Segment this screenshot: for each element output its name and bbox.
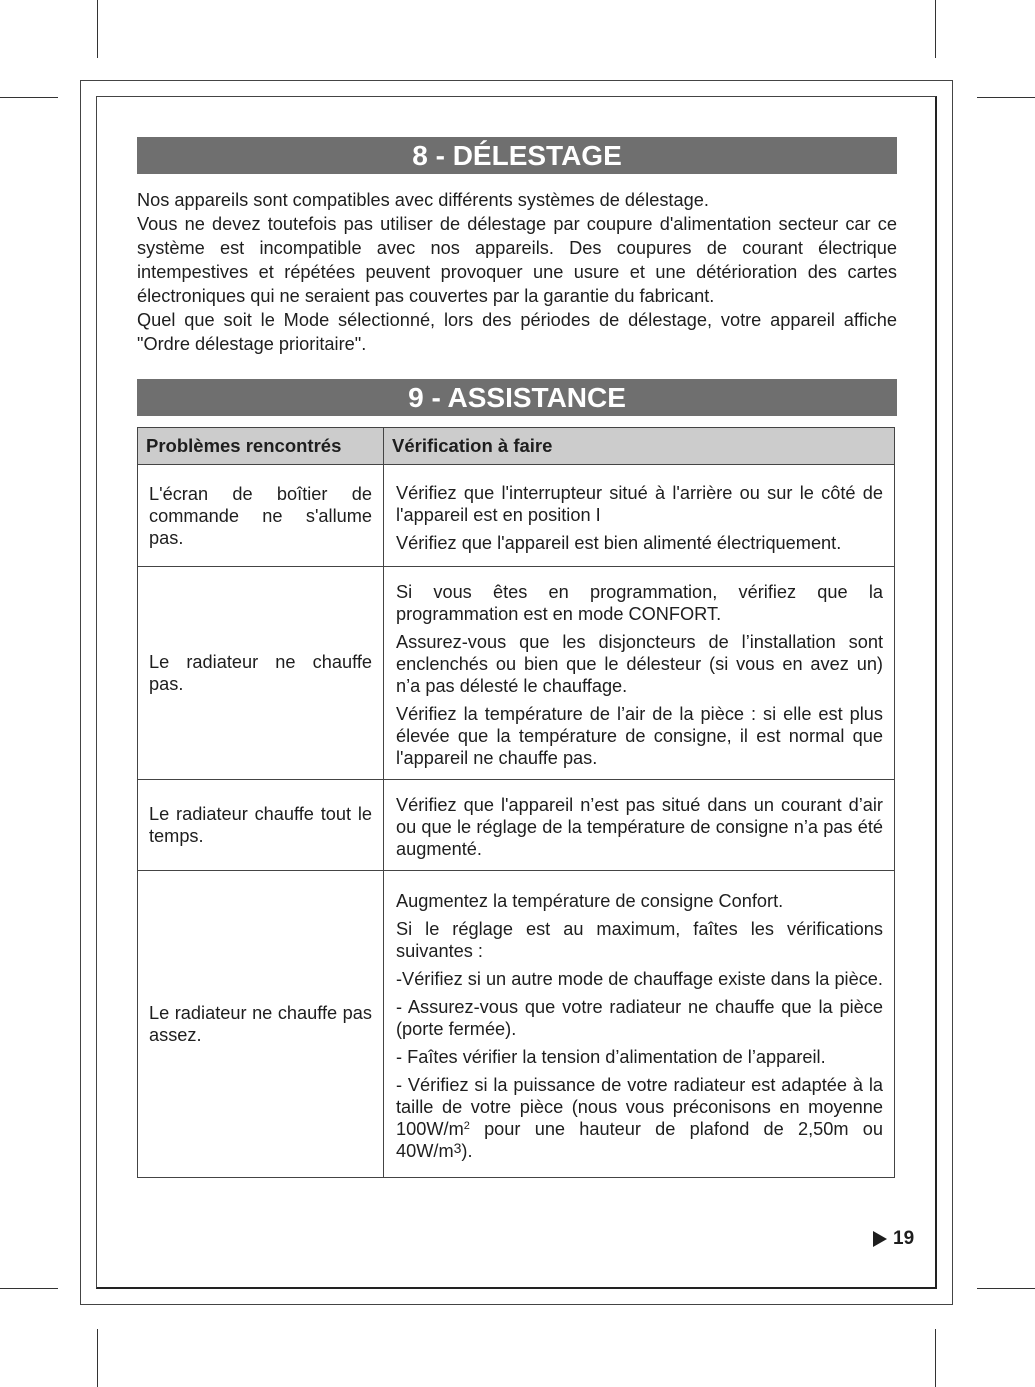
check-item: Si vous êtes en programmation, vérifiez que la programmation est en mode CONFORT. <box>396 582 883 624</box>
section-8-title: 8 - DÉLESTAGE <box>137 137 897 174</box>
check-text: - Vérifiez si la puissance de votre radiateur est adaptée à la taille de votre pièce (nous vous préconisons en moyenne 100W/m <box>396 1075 883 1139</box>
check-item: Vérifiez que l'appareil n’est pas situé dans un courant d’air ou que le réglage de la température de consigne n’a pas été augmenté. <box>396 795 883 859</box>
check-item: Augmentez la température de consigne Confort. <box>396 891 784 911</box>
problem-cell: Le radiateur ne chauffe pas. <box>138 567 384 780</box>
check-item: Vérifiez que l'interrupteur situé à l'arrière ou sur le côté de l'appareil est en position I <box>396 482 883 525</box>
check-item: Si le réglage est au maximum, faîtes les vérifications suivantes : <box>396 919 883 961</box>
intro-paragraph: Quel que soit le Mode sélectionné, lors des périodes de délestage, votre appareil affiche "Ordre délestage prioritaire". <box>137 310 897 354</box>
checks-cell <box>384 465 895 567</box>
checks-cell <box>384 567 895 780</box>
section-8-body <box>137 188 897 356</box>
superscript: 2 <box>463 1120 470 1132</box>
intro-paragraph: Nos appareils sont compatibles avec différents systèmes de délestage. <box>137 190 709 210</box>
crop-mark <box>977 97 1035 98</box>
check-item: -Vérifiez si un autre mode de chauffage existe dans la pièce. <box>396 969 883 989</box>
crop-mark <box>935 1329 936 1387</box>
check-item: Assurez-vous que les disjoncteurs de l’installation sont enclenchés ou bien que le délesteur (si vous en avez un) n’a pas délesté le chauffage. <box>396 632 883 696</box>
header-check: Vérification à faire <box>384 428 895 465</box>
page-number: 19 <box>893 1228 915 1249</box>
check-item: Vérifiez la température de l’air de la pièce : si elle est plus élevée que la température de consigne, il est normal que l'appareil ne chauffe pas. <box>396 704 883 768</box>
table-row <box>138 567 895 780</box>
header-problem: Problèmes rencontrés <box>138 428 384 465</box>
page-footer <box>873 1228 914 1250</box>
check-item <box>396 1074 883 1162</box>
crop-mark <box>935 0 936 58</box>
table-header-row <box>138 428 895 465</box>
check-item: Vérifiez que l'appareil est bien alimenté électriquement. <box>396 532 842 553</box>
crop-mark <box>0 97 58 98</box>
check-text: pour une hauteur de plafond de 2,50m ou 40W/m <box>396 1119 883 1161</box>
crop-mark <box>977 1288 1035 1289</box>
crop-mark <box>97 1329 98 1387</box>
superscript: 3 <box>453 1140 462 1156</box>
intro-paragraph: Vous ne devez toutefois pas utiliser de délestage par coupure d'alimentation secteur car ce système est incompatible avec nos appareils. Des coupures de courant électrique intempestives et répétées peuvent provoquer une usure et une détérioration des cartes électroniques qui ne seraient pas couvertes par la garantie du fabricant. <box>137 214 897 306</box>
check-item: - Faîtes vérifier la tension d’alimentation de l’appareil. <box>396 1047 826 1067</box>
table-row <box>138 465 895 567</box>
checks-cell <box>384 780 895 871</box>
problem-cell: Le radiateur chauffe tout le temps. <box>138 780 384 871</box>
crop-mark <box>97 0 98 58</box>
checks-cell <box>384 871 895 1178</box>
problem-cell: Le radiateur ne chauffe pas assez. <box>138 871 384 1178</box>
crop-mark <box>0 1288 58 1289</box>
triangle-right-icon <box>873 1231 887 1247</box>
table-row <box>138 871 895 1178</box>
check-text: ). <box>461 1141 473 1161</box>
assistance-table <box>137 427 895 1178</box>
check-item: - Assurez-vous que votre radiateur ne chauffe que la pièce (porte fermée). <box>396 997 883 1039</box>
table-row <box>138 780 895 871</box>
section-9-title: 9 - ASSISTANCE <box>137 379 897 416</box>
problem-cell: L'écran de boîtier de commande ne s'allume pas. <box>138 465 384 567</box>
